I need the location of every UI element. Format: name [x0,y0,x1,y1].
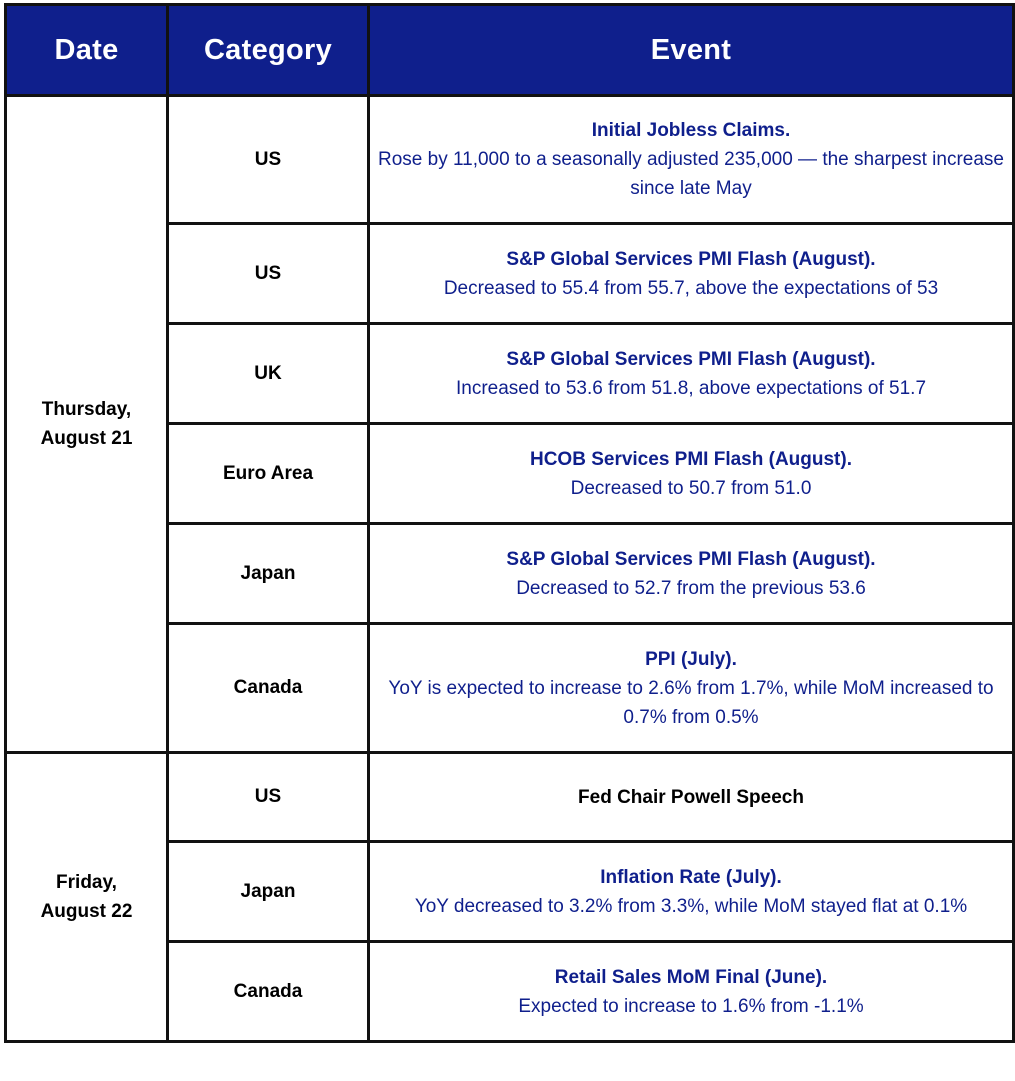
category-cell: Japan [168,842,369,942]
event-title: PPI (July). [645,648,737,670]
event-description: Expected to increase to 1.6% from -1.1% [518,995,864,1017]
event-cell [369,942,1014,1042]
event-title: S&P Global Services PMI Flash (August). [506,548,876,570]
event-title: Fed Chair Powell Speech [578,786,804,808]
category-cell: Canada [168,624,369,753]
event-title: S&P Global Services PMI Flash (August). [506,348,876,370]
date-cell-friday [6,753,168,1042]
category-cell: Canada [168,942,369,1042]
event-title: S&P Global Services PMI Flash (August). [506,248,876,270]
date-label: Friday, August 22 [40,872,133,922]
event-title: Retail Sales MoM Final (June). [554,966,828,988]
table-row [6,753,1014,842]
event-title: Inflation Rate (July). [600,866,782,888]
event-cell [369,842,1014,942]
event-cell [369,224,1014,324]
category-cell: Japan [168,524,369,624]
table-header-row [6,5,1014,96]
event-cell [369,424,1014,524]
date-cell-thursday [6,96,168,753]
header-event: Event [369,5,1014,96]
economic-events-table [4,3,1015,1043]
event-description: Rose by 11,000 to a seasonally adjusted 235,000 — the sharpest increase since late May [378,149,1004,199]
event-description: Decreased to 50.7 from 51.0 [570,477,812,499]
event-title: HCOB Services PMI Flash (August). [529,448,852,470]
header-date: Date [6,5,168,96]
event-description: YoY is expected to increase to 2.6% from 1.7%, while MoM increased to 0.7% from 0.5% [388,677,994,728]
category-cell: US [168,96,369,224]
category-cell: UK [168,324,369,424]
date-label: Thursday, August 21 [40,399,133,449]
event-cell [369,96,1014,224]
category-cell: US [168,753,369,842]
event-cell [369,524,1014,624]
event-cell [369,324,1014,424]
event-description: Decreased to 55.4 from 55.7, above the expectations of 53 [443,277,939,299]
table-row [6,96,1014,224]
event-description: Decreased to 52.7 from the previous 53.6 [516,577,866,599]
header-category: Category [168,5,369,96]
event-description: YoY decreased to 3.2% from 3.3%, while MoM stayed flat at 0.1% [414,895,968,917]
category-cell: Euro Area [168,424,369,524]
category-cell: US [168,224,369,324]
event-cell [369,753,1014,842]
event-cell [369,624,1014,753]
event-title: Initial Jobless Claims. [591,120,791,141]
event-description: Increased to 53.6 from 51.8, above expectations of 51.7 [455,377,927,399]
